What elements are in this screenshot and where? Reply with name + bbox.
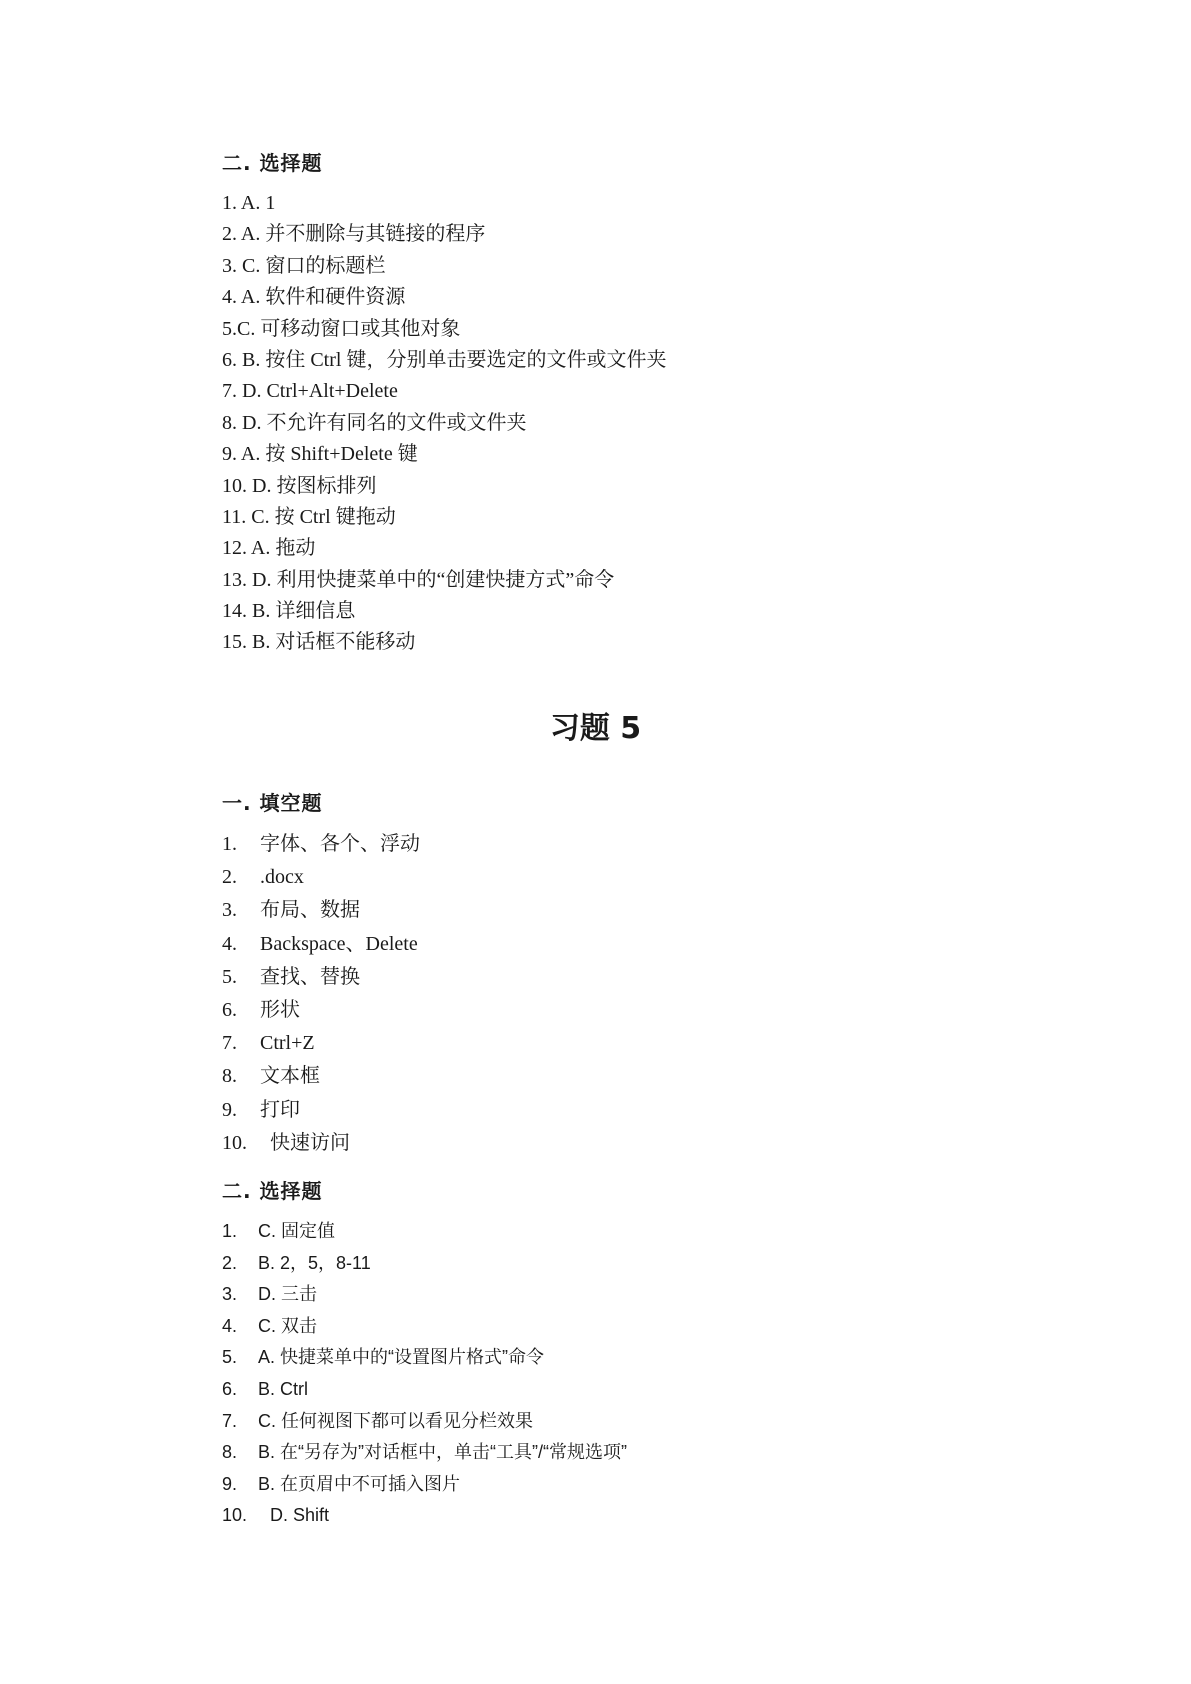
list-item <box>222 1027 420 1060</box>
list-item: 8. D. 不允许有同名的文件或文件夹 <box>222 411 527 434</box>
list-item <box>222 961 420 994</box>
choice-answer-list <box>222 188 666 659</box>
list-item <box>222 1279 627 1311</box>
item-number: 1. <box>222 833 237 855</box>
exercise-title: 习题 5 <box>549 711 642 746</box>
choice-answer-list-5 <box>222 1216 627 1532</box>
item-number: 8. <box>222 1442 238 1463</box>
item-number: 6. <box>222 998 237 1021</box>
item-text: 布局、数据 <box>260 899 360 922</box>
section-heading-choice-5: 二. 选择题 <box>222 1179 323 1203</box>
list-item: 10. D. 按图标排列 <box>222 474 377 497</box>
list-item: 6. B. 按住 Ctrl 键，分别单击要选定的文件或文件夹 <box>222 348 667 371</box>
item-number: 5. <box>222 965 237 988</box>
list-item: 1. A. 1 <box>222 192 276 214</box>
section-heading-fill: 一. 填空题 <box>222 791 323 815</box>
list-item: 7. D. Ctrl+Alt+Delete <box>222 380 398 403</box>
item-text: B. 在页眉中不可插入图片 <box>258 1473 461 1494</box>
item-number: 4. <box>222 1315 238 1336</box>
list-item <box>222 1469 627 1501</box>
list-item <box>222 1406 627 1438</box>
item-text: .docx <box>260 866 304 889</box>
item-number: 8. <box>222 1065 237 1088</box>
item-number: 10. <box>222 1505 248 1526</box>
item-text: B. Ctrl <box>258 1378 309 1399</box>
item-text: 文本框 <box>260 1065 320 1088</box>
item-text: B. 2，5，8-11 <box>258 1252 371 1273</box>
fill-answer-list <box>222 828 420 1160</box>
list-item <box>222 1248 627 1280</box>
item-text: 打印 <box>260 1098 300 1121</box>
list-item <box>222 1094 420 1127</box>
item-number: 10. <box>222 1131 247 1154</box>
list-item: 14. B. 详细信息 <box>222 600 356 623</box>
item-text: Ctrl+Z <box>260 1032 315 1055</box>
item-number: 7. <box>222 1032 237 1055</box>
item-number: 3. <box>222 899 237 922</box>
list-item <box>222 1342 627 1374</box>
item-text: D. 三击 <box>258 1284 318 1305</box>
list-item: 11. C. 按 Ctrl 键拖动 <box>222 505 396 528</box>
list-item: 5.C. 可移动窗口或其他对象 <box>222 317 461 340</box>
item-number: 3. <box>222 1284 238 1305</box>
section-heading-choice: 二. 选择题 <box>222 151 323 175</box>
item-number: 9. <box>222 1473 238 1494</box>
item-number: 1. <box>222 1221 238 1241</box>
list-item: 2. A. 并不删除与其链接的程序 <box>222 223 486 246</box>
list-item: 12. A. 拖动 <box>222 537 316 560</box>
item-number: 5. <box>222 1347 238 1368</box>
item-text: A. 快捷菜单中的“设置图片格式”命令 <box>258 1347 544 1368</box>
item-text: Backspace、Delete <box>260 932 418 955</box>
list-item <box>222 1374 627 1406</box>
item-number: 2. <box>222 866 237 889</box>
item-text: C. 任何视图下都可以看见分栏效果 <box>258 1410 533 1431</box>
item-text: D. Shift <box>270 1505 330 1526</box>
list-item <box>222 1311 627 1343</box>
list-item <box>222 1500 627 1532</box>
item-number: 6. <box>222 1378 238 1399</box>
list-item <box>222 1216 627 1248</box>
item-text: C. 双击 <box>258 1315 318 1336</box>
list-item <box>222 828 420 861</box>
item-number: 2. <box>222 1252 238 1273</box>
item-text: 快速访问 <box>270 1131 350 1154</box>
item-text: 形状 <box>260 998 300 1021</box>
item-text: B. 在“另存为”对话框中，单击“工具”/“常规选项” <box>258 1442 627 1463</box>
list-item: 4. A. 软件和硬件资源 <box>222 286 406 309</box>
list-item <box>222 1060 420 1093</box>
item-number: 9. <box>222 1098 237 1121</box>
item-text: 查找、替换 <box>260 965 360 988</box>
list-item <box>222 861 420 894</box>
item-text: 字体、各个、浮动 <box>260 833 420 855</box>
item-text: C. 固定值 <box>258 1221 336 1241</box>
list-item: 9. A. 按 Shift+Delete 键 <box>222 443 418 466</box>
list-item <box>222 1437 627 1469</box>
list-item <box>222 894 420 927</box>
list-item <box>222 1127 420 1160</box>
item-number: 7. <box>222 1410 238 1431</box>
list-item <box>222 928 420 961</box>
list-item: 15. B. 对话框不能移动 <box>222 631 416 654</box>
list-item <box>222 994 420 1027</box>
list-item: 3. C. 窗口的标题栏 <box>222 254 386 277</box>
list-item: 13. D. 利用快捷菜单中的“创建快捷方式”命令 <box>222 568 615 591</box>
item-number: 4. <box>222 932 237 955</box>
